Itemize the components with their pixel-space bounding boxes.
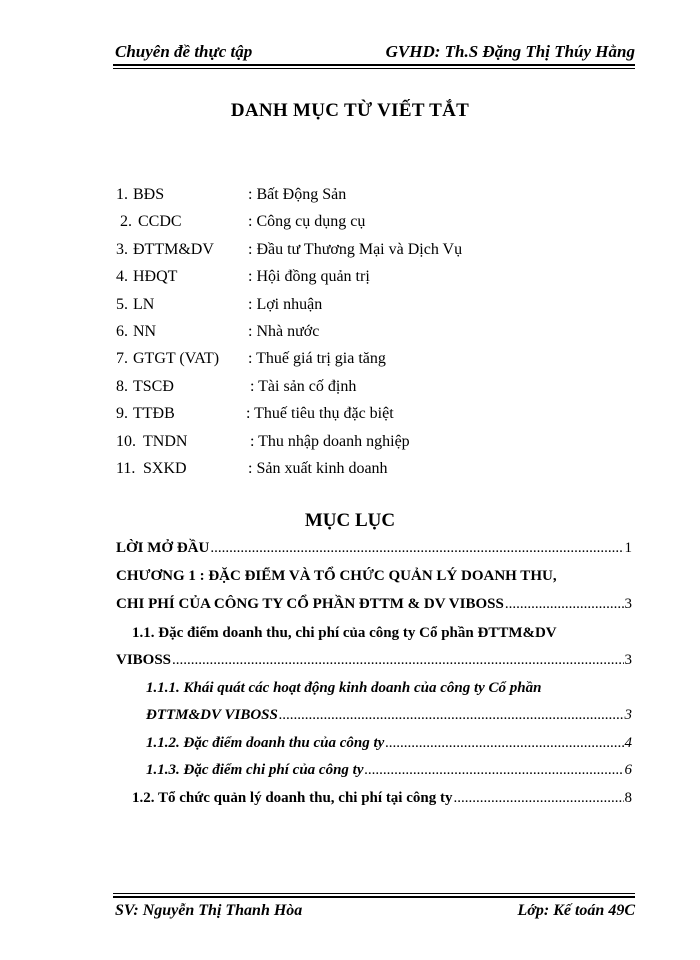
footer-rule-thin (113, 893, 635, 894)
abbreviation-row (116, 433, 616, 460)
toc-page-number: 4 (624, 735, 632, 751)
abbreviation-row (116, 405, 616, 432)
abbreviation-row (116, 378, 616, 405)
abbreviation-number: 5. (116, 295, 128, 313)
abbreviation-code: NN (133, 322, 157, 340)
toc-leader (210, 540, 623, 557)
abbreviations-list (116, 186, 616, 487)
abbreviation-row (116, 323, 616, 350)
header-rule (113, 64, 635, 66)
toc-leader (365, 762, 624, 779)
toc-entry-title: CHƯƠNG 1 : ĐẶC ĐIỂM VÀ TỔ CHỨC QUẢN LÝ DOANH THU, (116, 568, 557, 584)
abbreviation-meaning: : Tài sản cố định (250, 377, 357, 395)
abbreviation-row (116, 186, 616, 213)
abbreviation-code: TTĐB (133, 405, 175, 423)
abbreviation-code: GTGT (VAT) (133, 350, 220, 368)
toc-entry[interactable] (116, 568, 557, 590)
abbreviation-meaning: : Nhà nước (248, 322, 320, 340)
abbreviation-number: 10. (116, 432, 136, 450)
toc-leader (172, 652, 623, 669)
abbreviation-meaning: : Thuế tiêu thụ đặc biệt (246, 405, 394, 423)
abbreviation-code: ĐTTM&DV (133, 240, 214, 258)
header-topic: Chuyên đề thực tập (115, 42, 253, 61)
abbreviation-meaning: : Hội đồng quản trị (248, 268, 370, 286)
toc-page-number: 3 (624, 652, 632, 668)
abbreviation-row (116, 213, 616, 240)
abbreviation-row (116, 241, 616, 268)
toc-entry[interactable] (132, 790, 632, 812)
abbreviation-number: 2. (120, 213, 132, 231)
abbreviation-row (116, 350, 616, 377)
toc-entry[interactable] (146, 707, 632, 729)
page-footer (113, 900, 635, 924)
abbreviation-number: 3. (116, 240, 128, 258)
toc-entry[interactable] (116, 652, 632, 674)
header-supervisor: GVHD: Th.S Đặng Thị Thúy Hằng (385, 42, 635, 61)
toc-page-number: 3 (624, 596, 632, 612)
footer-student: SV: Nguyễn Thị Thanh Hòa (115, 902, 303, 919)
toc-entry-title: 1.1. Đặc điểm doanh thu, chi phí của công ty Cổ phần ĐTTM&DV (132, 625, 557, 641)
abbreviation-meaning: : Thuế giá trị gia tăng (248, 350, 386, 368)
abbreviation-row (116, 460, 616, 487)
toc-entry[interactable] (132, 625, 557, 647)
toc-entry-title: VIBOSS (116, 652, 172, 668)
abbreviation-number: 7. (116, 350, 128, 368)
abbreviation-row (116, 296, 616, 323)
abbreviation-code: LN (133, 295, 155, 313)
toc-entry-title: LỜI MỞ ĐẦU (116, 540, 210, 556)
toc-entry[interactable] (116, 596, 632, 618)
abbreviation-row (116, 268, 616, 295)
abbreviation-number: 9. (116, 405, 128, 423)
toc-title: MỤC LỤC (304, 510, 396, 531)
toc-leader (453, 790, 623, 807)
abbreviation-code: TSCĐ (133, 377, 174, 395)
toc-entry-title: 1.2. Tổ chức quản lý doanh thu, chi phí tại công ty (132, 790, 453, 806)
toc-page-number: 8 (624, 790, 632, 806)
toc-entry-title: ĐTTM&DV VIBOSS (146, 707, 278, 723)
abbreviation-code: BĐS (133, 186, 165, 203)
abbreviation-meaning: : Đầu tư Thương Mại và Dịch Vụ (248, 240, 463, 258)
header-rule-thin (113, 68, 635, 69)
toc-leader (279, 707, 624, 724)
toc-leader (505, 596, 624, 613)
toc-entry[interactable] (146, 762, 632, 784)
abbreviation-code: TNDN (143, 432, 188, 450)
toc-entry[interactable] (146, 680, 542, 702)
abbreviation-code: HĐQT (133, 268, 178, 286)
abbreviation-meaning: : Sản xuất kinh doanh (248, 459, 388, 477)
abbreviation-number: 1. (116, 186, 128, 203)
abbreviation-number: 6. (116, 322, 128, 340)
footer-class: Lớp: Kế toán 49C (517, 902, 635, 919)
abbreviation-number: 11. (116, 459, 136, 477)
toc-entry-title: 1.1.1. Khái quát các hoạt động kinh doanh của công ty Cổ phần (146, 680, 542, 696)
abbreviation-meaning: : Công cụ dụng cụ (248, 213, 366, 231)
toc-leader (385, 735, 623, 752)
footer-rule (113, 896, 635, 898)
toc-page-number: 1 (624, 540, 632, 556)
abbreviation-code: SXKD (143, 459, 187, 477)
toc-page-number: 3 (624, 707, 632, 723)
abbreviation-meaning: : Thu nhập doanh nghiệp (250, 432, 410, 450)
page-header (113, 40, 635, 64)
toc-entry-title: 1.1.3. Đặc điểm chi phí của công ty (146, 762, 364, 778)
toc-entry[interactable] (146, 735, 632, 757)
abbreviation-meaning: : Lợi nhuận (248, 295, 323, 313)
toc-entry-title: 1.1.2. Đặc điểm doanh thu của công ty (146, 735, 385, 751)
abbreviation-number: 8. (116, 377, 128, 395)
abbreviation-number: 4. (116, 268, 128, 286)
abbreviation-meaning: : Bất Động Sản (248, 186, 347, 203)
toc-entry-title: CHI PHÍ CỦA CÔNG TY CỔ PHẦN ĐTTM & DV VIBOSS (116, 596, 504, 612)
abbreviation-code: CCDC (138, 213, 182, 231)
abbreviations-title: DANH MỤC TỪ VIẾT TẮT (230, 100, 470, 121)
toc-page-number: 6 (624, 762, 632, 778)
toc-entry[interactable] (116, 540, 632, 562)
